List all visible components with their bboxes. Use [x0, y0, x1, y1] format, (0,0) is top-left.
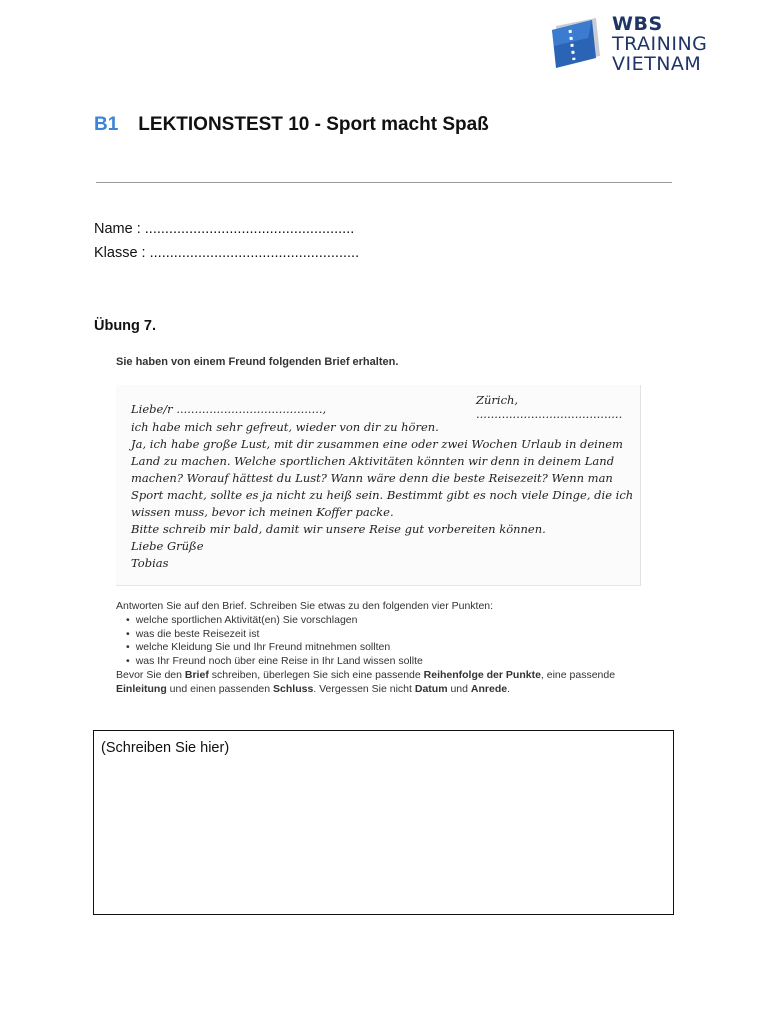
point-item: • was die beste Reisezeit ist	[126, 628, 615, 642]
outro-text: . Vergessen Sie nicht	[313, 682, 415, 695]
exercise-title: Übung 7.	[94, 318, 157, 334]
wbs-logo-icon	[548, 16, 606, 72]
answer-placeholder: (Schreiben Sie hier)	[101, 740, 230, 756]
outro-text: Bevor Sie den	[116, 668, 185, 681]
logo-wordmark	[612, 14, 707, 74]
letter-line: Ja, ich habe große Lust, mit dir zusammen eine oder zwei Wochen Urlaub in deinem	[131, 437, 623, 451]
logo-line-2: TRAINING	[612, 33, 708, 55]
points-list	[116, 614, 615, 669]
point-item: • welche sportlichen Aktivität(en) Sie vorschlagen	[126, 614, 615, 628]
letter-place-date: Zürich, ........................................	[476, 393, 623, 421]
letter-line: ich habe mich sehr gefreut, wieder von dir zu hören.	[131, 420, 439, 434]
outro-bold: Reihenfolge der Punkte	[423, 668, 541, 681]
point-item: • welche Kleidung Sie und Ihr Freund mitnehmen sollten	[126, 641, 615, 655]
letter-line: Land zu machen. Welche sportlichen Aktivitäten könnten wir denn in deinem Land	[131, 454, 615, 468]
outro-bold: Schluss	[273, 682, 314, 695]
instructions	[116, 600, 615, 697]
divider	[96, 182, 672, 183]
instructions-intro: Antworten Sie auf den Brief. Schreiben Sie etwas zu den folgenden vier Punkten:	[116, 600, 494, 612]
outro-bold: Datum	[414, 682, 448, 695]
letter-line: Tobias	[131, 556, 169, 570]
letter-line: Liebe/r ........................................,	[131, 402, 327, 416]
letter-line: machen? Worauf hättest du Lust? Wann wäre denn die beste Reisezeit? Wenn man	[131, 471, 613, 485]
outro-bold: Brief	[184, 668, 209, 681]
instructions-outro	[116, 669, 615, 697]
name-field[interactable]: Name : ....................................................	[94, 221, 355, 237]
outro-text: .	[507, 682, 510, 695]
wbs-logo	[548, 12, 718, 80]
level-badge: B1	[94, 114, 119, 135]
point-item: • was Ihr Freund noch über eine Reise in Ihr Land wissen sollte	[126, 655, 615, 669]
letter-line: Bitte schreib mir bald, damit wir unsere Reise gut vorbereiten können.	[131, 522, 546, 536]
page-title	[94, 114, 489, 136]
task-text: Sie haben von einem Freund folgenden Brief erhalten.	[116, 356, 399, 368]
letter-line: wissen muss, bevor ich meinen Koffer packe.	[131, 505, 394, 519]
outro-bold: Einleitung	[116, 682, 167, 695]
class-field[interactable]: Klasse : ....................................................	[94, 245, 360, 261]
outro-bold: Anrede	[470, 682, 508, 695]
outro-text: , eine passende	[540, 668, 616, 681]
letter-line: Liebe Grüße	[131, 539, 204, 553]
test-title: LEKTIONSTEST 10 - Sport macht Spaß	[138, 114, 489, 135]
letter-image	[116, 385, 641, 586]
outro-text: und	[447, 682, 471, 695]
outro-text: und einen passenden	[166, 682, 274, 695]
outro-text: schreiben, überlegen Sie sich eine passende	[208, 668, 424, 681]
letter-line: Sport macht, sollte es ja nicht zu heiß sein. Bestimmt gibt es noch viele Dinge, die ich	[131, 488, 634, 502]
logo-line-1: WBS	[612, 13, 663, 35]
answer-box[interactable]	[93, 730, 674, 915]
logo-line-3: VIETNAM	[612, 53, 702, 75]
